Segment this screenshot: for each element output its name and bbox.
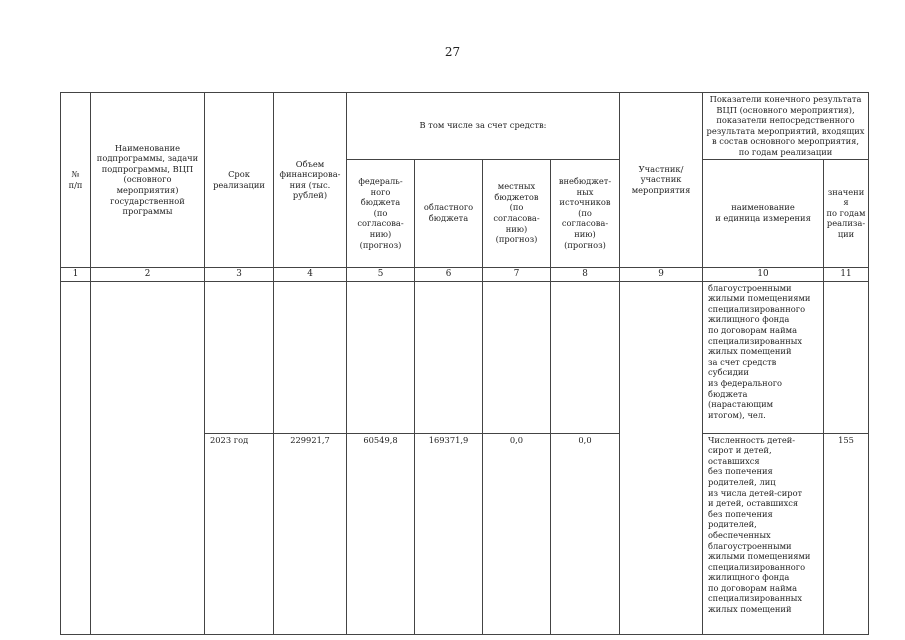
cell-name [91, 281, 205, 634]
header-participant: Участник/ участник мероприятия [620, 93, 703, 268]
col-num: 11 [824, 267, 869, 281]
cell-extra: 0,0 [551, 433, 620, 634]
header-indicator-values: значения по годам реализа- ции [824, 159, 869, 267]
cell-number [61, 281, 91, 634]
header-funding-group: В том числе за счет средств: [347, 93, 620, 160]
cell-year [205, 281, 274, 433]
table-row [61, 281, 869, 433]
cell-total: 229921,7 [274, 433, 347, 634]
cell-indicator: Численность детей- сирот и детей, оставшихся без попечения родителей, лиц из числа детей-сирот и детей, оставшихся без попечения родителей, обеспеченных благоустроенными жилыми помещениями специализированного жилищного фонда по договорам найма специализированных жилых помещений [703, 433, 824, 634]
col-num: 5 [347, 267, 415, 281]
header-extrabudget: внебюджет- ных источников (по согласова- нию) (прогноз) [551, 159, 620, 267]
column-numbers-row [61, 267, 869, 281]
col-num: 9 [620, 267, 703, 281]
cell-regional [415, 281, 483, 433]
header-regional: областного бюджета [415, 159, 483, 267]
header-term: Срок реализации [205, 93, 274, 268]
cell-value: 155 [824, 433, 869, 634]
col-num: 1 [61, 267, 91, 281]
cell-local: 0,0 [483, 433, 551, 634]
header-indicator-name: наименование и единица измерения [703, 159, 824, 267]
cell-indicator: благоустроенными жилыми помещениями специализированного жилищного фонда по договорам найма специализированных жилых помещений за счет средств субсидии из федерального бюджета (нарастающим итогом), чел. [703, 281, 824, 433]
col-num: 3 [205, 267, 274, 281]
cell-local [483, 281, 551, 433]
header-indicators-group: Показатели конечного результата ВЦП (основного мероприятия), показатели непосредственного результата мероприятий, входящих в состав основного мероприятия, по годам реализации [703, 93, 869, 160]
col-num: 6 [415, 267, 483, 281]
program-table [60, 92, 869, 635]
col-num: 8 [551, 267, 620, 281]
header-name: Наименование подпрограммы, задачи подпрограммы, ВЦП (основного мероприятия) государственной программы [91, 93, 205, 268]
col-num: 10 [703, 267, 824, 281]
col-num: 7 [483, 267, 551, 281]
header-local: местных бюджетов (по согласова- нию) (прогноз) [483, 159, 551, 267]
cell-total [274, 281, 347, 433]
col-num: 4 [274, 267, 347, 281]
cell-participant [620, 281, 703, 634]
cell-year: 2023 год [205, 433, 274, 634]
header-volume: Объем финансирова- ния (тыс. рублей) [274, 93, 347, 268]
cell-federal [347, 281, 415, 433]
cell-value [824, 281, 869, 433]
col-num: 2 [91, 267, 205, 281]
header-number: № п/п [61, 93, 91, 268]
page-number: 27 [444, 45, 461, 59]
header-federal: федераль- ного бюджета (по согласова- нию) (прогноз) [347, 159, 415, 267]
cell-regional: 169371,9 [415, 433, 483, 634]
cell-federal: 60549,8 [347, 433, 415, 634]
cell-extra [551, 281, 620, 433]
